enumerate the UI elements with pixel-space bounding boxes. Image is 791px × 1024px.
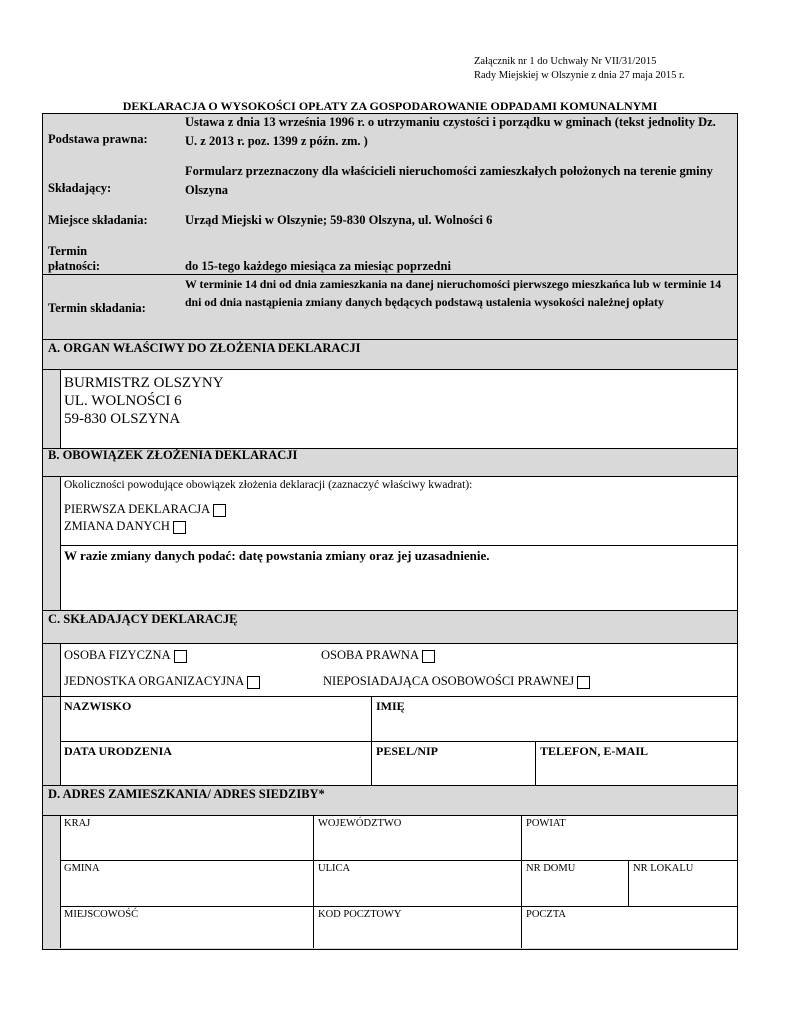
field-nr-domu[interactable]: NR DOMU (526, 863, 576, 874)
field-ulica[interactable]: ULICA (318, 863, 351, 874)
header-note (474, 55, 685, 83)
option-pierwsza-label: PIERWSZA DEKLARACJA (64, 502, 211, 516)
divider (313, 815, 314, 948)
podstawa-value: Ustawa z dnia 13 września 1996 r. o utrzymaniu czystości i porządku w gminach (tekst jednolity Dz. U. z 2013 r. poz. 1399 z późn. zm. ) (185, 115, 716, 148)
option-zmiana[interactable] (64, 519, 186, 534)
organ-line1: BURMISTRZ OLSZYNY (64, 375, 224, 391)
section-b-box (60, 477, 737, 610)
termin-skladania-value: W terminie 14 dni od dnia zamieszkania na danej nieruchomości pierwszego mieszkańca lub w terminie 14 dni od dnia nastąpienia zmiany danych będących podstawą ustalenia wysokości należnej opłaty (185, 277, 722, 309)
field-pesel[interactable]: PESEL/NIP (376, 744, 439, 758)
field-imie[interactable]: IMIĘ (376, 699, 405, 713)
section-d-title: D. ADRES ZAMIESZKANIA/ ADRES SIEDZIBY* (48, 787, 325, 801)
field-kraj[interactable]: KRAJ (64, 818, 91, 829)
field-data-urodzenia[interactable]: DATA URODZENIA (64, 744, 172, 758)
checkbox-osoba-prawna[interactable] (422, 650, 435, 663)
field-telefon[interactable]: TELEFON, E-MAIL (540, 744, 649, 758)
termin-platnosci-label-2: płatności: (48, 259, 101, 273)
field-miejscowosc[interactable]: MIEJSCOWOŚĆ (64, 909, 139, 920)
field-poczta[interactable]: POCZTA (526, 909, 566, 920)
option-osoba-fizyczna[interactable] (64, 648, 187, 663)
header-note-line1: Załącznik nr 1 do Uchwały Nr VII/31/2015 (474, 56, 657, 67)
checkbox-zmiana[interactable] (173, 521, 186, 534)
termin-skladania-label: Termin składania: (48, 301, 146, 315)
divider (42, 610, 737, 611)
divider (42, 785, 737, 786)
option-osoba-prawna[interactable] (321, 648, 435, 663)
podstawa-label: Podstawa prawna: (48, 132, 148, 146)
divider (628, 860, 629, 906)
miejsce-value: Urząd Miejski w Olszynie; 59-830 Olszyna, ul. Wolności 6 (185, 213, 493, 227)
document-title: DEKLARACJA O WYSOKOŚCI OPŁATY ZA GOSPODAROWANIE ODPADAMI KOMUNALNYMI (122, 99, 658, 113)
field-wojewodztwo[interactable]: WOJEWÓDZTWO (318, 818, 402, 829)
section-c-title: C. SKŁADAJĄCY DEKLARACJĘ (48, 612, 238, 626)
change-note: W razie zmiany danych podać: datę powstania zmiany oraz jej uzasadnienie. (64, 548, 490, 563)
organ-line3: 59-830 OLSZYNA (64, 411, 181, 427)
field-gmina[interactable]: GMINA (64, 863, 100, 874)
termin-platnosci-value: do 15-tego każdego miesiąca za miesiąc poprzedni (185, 259, 451, 273)
option-osoba-prawna-label: OSOBA PRAWNA (321, 648, 419, 662)
divider (60, 860, 737, 861)
field-powiat[interactable]: POWIAT (526, 818, 566, 829)
skladajacy-label: Składający: (48, 181, 112, 195)
divider (60, 906, 737, 907)
section-c-box (60, 644, 737, 785)
field-nr-lokalu[interactable]: NR LOKALU (633, 863, 694, 874)
divider (535, 741, 536, 785)
option-jednostka-label: JEDNOSTKA ORGANIZACYJNA (64, 674, 245, 688)
section-a-address (64, 374, 224, 428)
checkbox-pierwsza[interactable] (213, 504, 226, 517)
option-nieposiadajaca[interactable] (323, 674, 590, 689)
termin-platnosci-label-1: Termin (48, 244, 88, 258)
option-nieposiadajaca-label: NIEPOSIADAJĄCA OSOBOWOŚCI PRAWNEJ (323, 674, 575, 688)
skladajacy-value: Formularz przeznaczony dla właścicieli nieruchomości zamieszkałych położonych na terenie gminy Olszyna (185, 164, 713, 197)
field-nazwisko[interactable]: NAZWISKO (64, 699, 132, 713)
option-pierwsza[interactable] (64, 502, 226, 517)
checkbox-osoba-fizyczna[interactable] (174, 650, 187, 663)
option-zmiana-label: ZMIANA DANYCH (64, 519, 170, 533)
header-note-line2: Rady Miejskiej w Olszynie z dnia 27 maja 2015 r. (474, 70, 685, 81)
gray-margin (43, 697, 60, 785)
section-d-box (60, 816, 737, 948)
option-osoba-fizyczna-label: OSOBA FIZYCZNA (64, 648, 171, 662)
checkbox-nieposiadajaca[interactable] (577, 676, 590, 689)
miejsce-label: Miejsce składania: (48, 213, 148, 227)
divider (521, 815, 522, 948)
field-kod-pocztowy[interactable]: KOD POCZTOWY (318, 909, 402, 920)
section-b-title: B. OBOWIĄZEK ZŁOŻENIA DEKLARACJI (48, 448, 298, 462)
declaration-form (42, 113, 738, 950)
divider (42, 696, 737, 697)
divider (42, 339, 737, 340)
option-jednostka[interactable] (64, 674, 260, 689)
section-a-title: A. ORGAN WŁAŚCIWY DO ZŁOŻENIA DEKLARACJI (48, 341, 361, 355)
divider (60, 741, 737, 742)
divider (371, 696, 372, 741)
divider (60, 545, 737, 546)
organ-line2: UL. WOLNOŚCI 6 (64, 393, 182, 409)
section-b-intro: Okoliczności powodujące obowiązek złożenia deklaracji (zaznaczyć właściwy kwadrat): (64, 479, 473, 491)
divider (371, 741, 372, 785)
checkbox-jednostka[interactable] (247, 676, 260, 689)
